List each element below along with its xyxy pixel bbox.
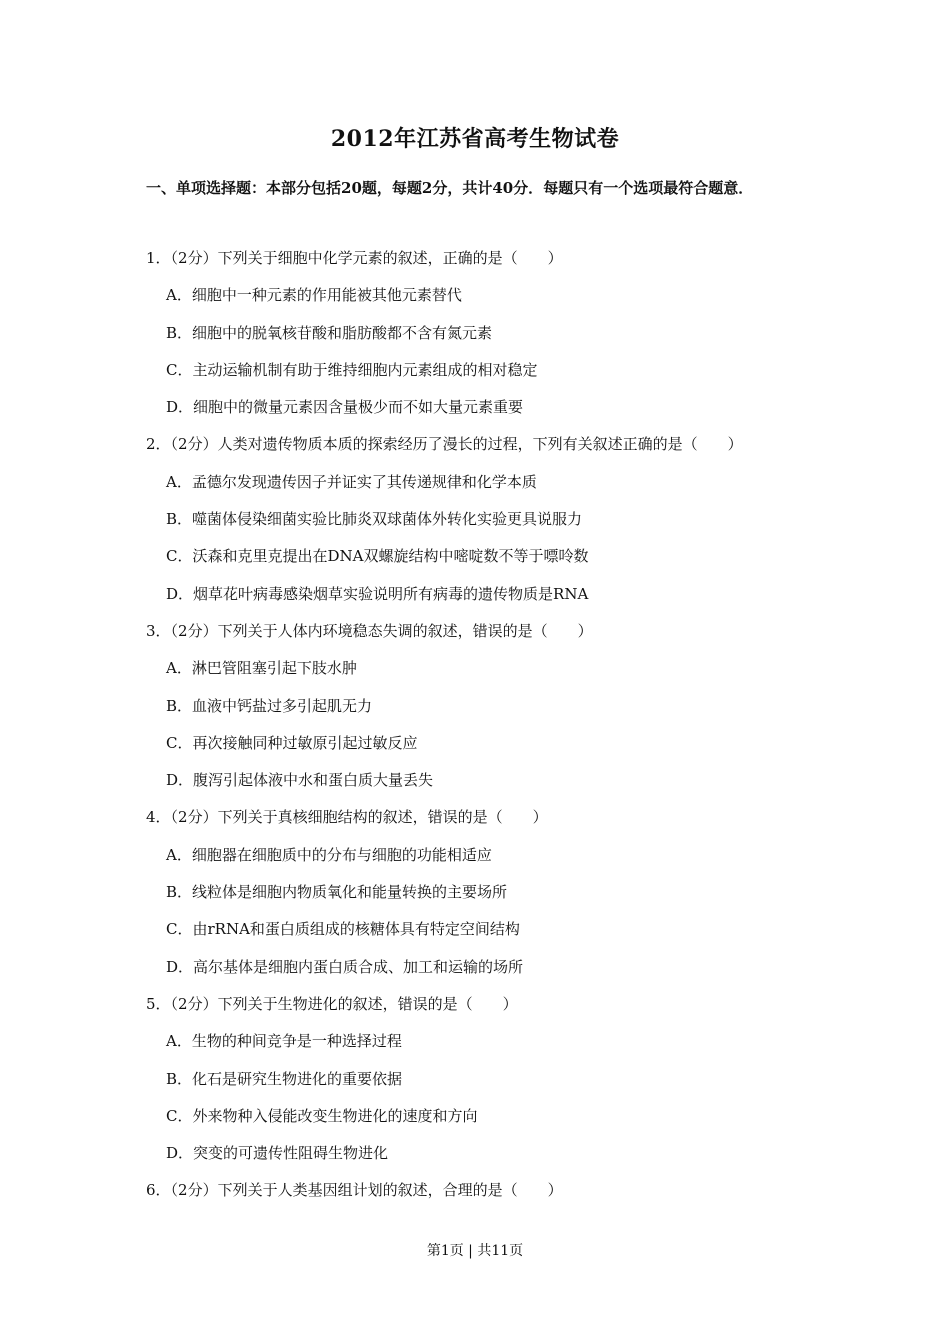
option-b: B．噬菌体侵染细菌实验比肺炎双球菌体外转化实验更具说服力 (166, 510, 583, 529)
page-title: 2012年江苏省高考生物试卷 (330, 126, 620, 152)
question-item (146, 240, 826, 426)
question-stem: 6．（2分）下列关于人类基因组计划的叙述，合理的是（ ） (146, 1181, 563, 1200)
question-item (146, 426, 826, 612)
option-a: A．孟德尔发现遗传因子并证实了其传递规律和化学本质 (166, 472, 537, 491)
option-d: D．突变的可遗传性阻碍生物进化 (166, 1144, 389, 1163)
question-stem: 4．（2分）下列关于真核细胞结构的叙述，错误的是（ ） (146, 808, 548, 827)
section-heading: 一、单项选择题：本部分包括20题，每题2分，共计40分．每题只有一个选项最符合题意． (146, 179, 754, 197)
question-item (146, 799, 826, 985)
option-a: A．细胞中一种元素的作用能被其他元素替代 (166, 286, 462, 305)
option-b: B．血液中钙盐过多引起肌无力 (166, 696, 373, 715)
option-d: D．烟草花叶病毒感染烟草实验说明所有病毒的遗传物质是RNA (166, 584, 589, 603)
question-stem: 3．（2分）下列关于人体内环境稳态失调的叙述，错误的是（ ） (146, 621, 593, 640)
option-a: A．细胞器在细胞质中的分布与细胞的功能相适应 (166, 845, 492, 864)
page-footer: 第1页 | 共11页 (426, 1243, 524, 1259)
option-c: C．由rRNA和蛋白质组成的核糖体具有特定空间结构 (166, 920, 520, 939)
question-item (146, 1172, 826, 1209)
option-c: C．再次接触同种过敏原引起过敏反应 (166, 733, 418, 752)
option-d: D．细胞中的微量元素因含量极少而不如大量元素重要 (166, 398, 524, 417)
option-c: C．外来物种入侵能改变生物进化的速度和方向 (166, 1106, 478, 1125)
option-b: B．化石是研究生物进化的重要依据 (166, 1069, 403, 1088)
option-d: D．腹泻引起体液中水和蛋白质大量丢失 (166, 771, 434, 790)
question-item (146, 613, 826, 799)
question-stem: 5．（2分）下列关于生物进化的叙述，错误的是（ ） (146, 994, 518, 1013)
option-c: C．沃森和克里克提出在DNA双螺旋结构中嘧啶数不等于嘌呤数 (166, 547, 589, 566)
question-item (146, 986, 826, 1172)
option-c: C．主动运输机制有助于维持细胞内元素组成的相对稳定 (166, 360, 538, 379)
question-stem: 1．（2分）下列关于细胞中化学元素的叙述，正确的是（ ） (146, 249, 563, 267)
option-a: A．淋巴管阻塞引起下肢水肿 (166, 659, 357, 678)
question-stem: 2．（2分）人类对遗传物质本质的探索经历了漫长的过程，下列有关叙述正确的是（ ） (146, 435, 743, 454)
option-a: A．生物的种间竞争是一种选择过程 (166, 1032, 402, 1051)
question-list (146, 240, 826, 1210)
option-b: B．线粒体是细胞内物质氧化和能量转换的主要场所 (166, 883, 508, 902)
option-b: B．细胞中的脱氧核苷酸和脂肪酸都不含有氮元素 (166, 323, 493, 342)
option-d: D．高尔基体是细胞内蛋白质合成、加工和运输的场所 (166, 957, 524, 976)
